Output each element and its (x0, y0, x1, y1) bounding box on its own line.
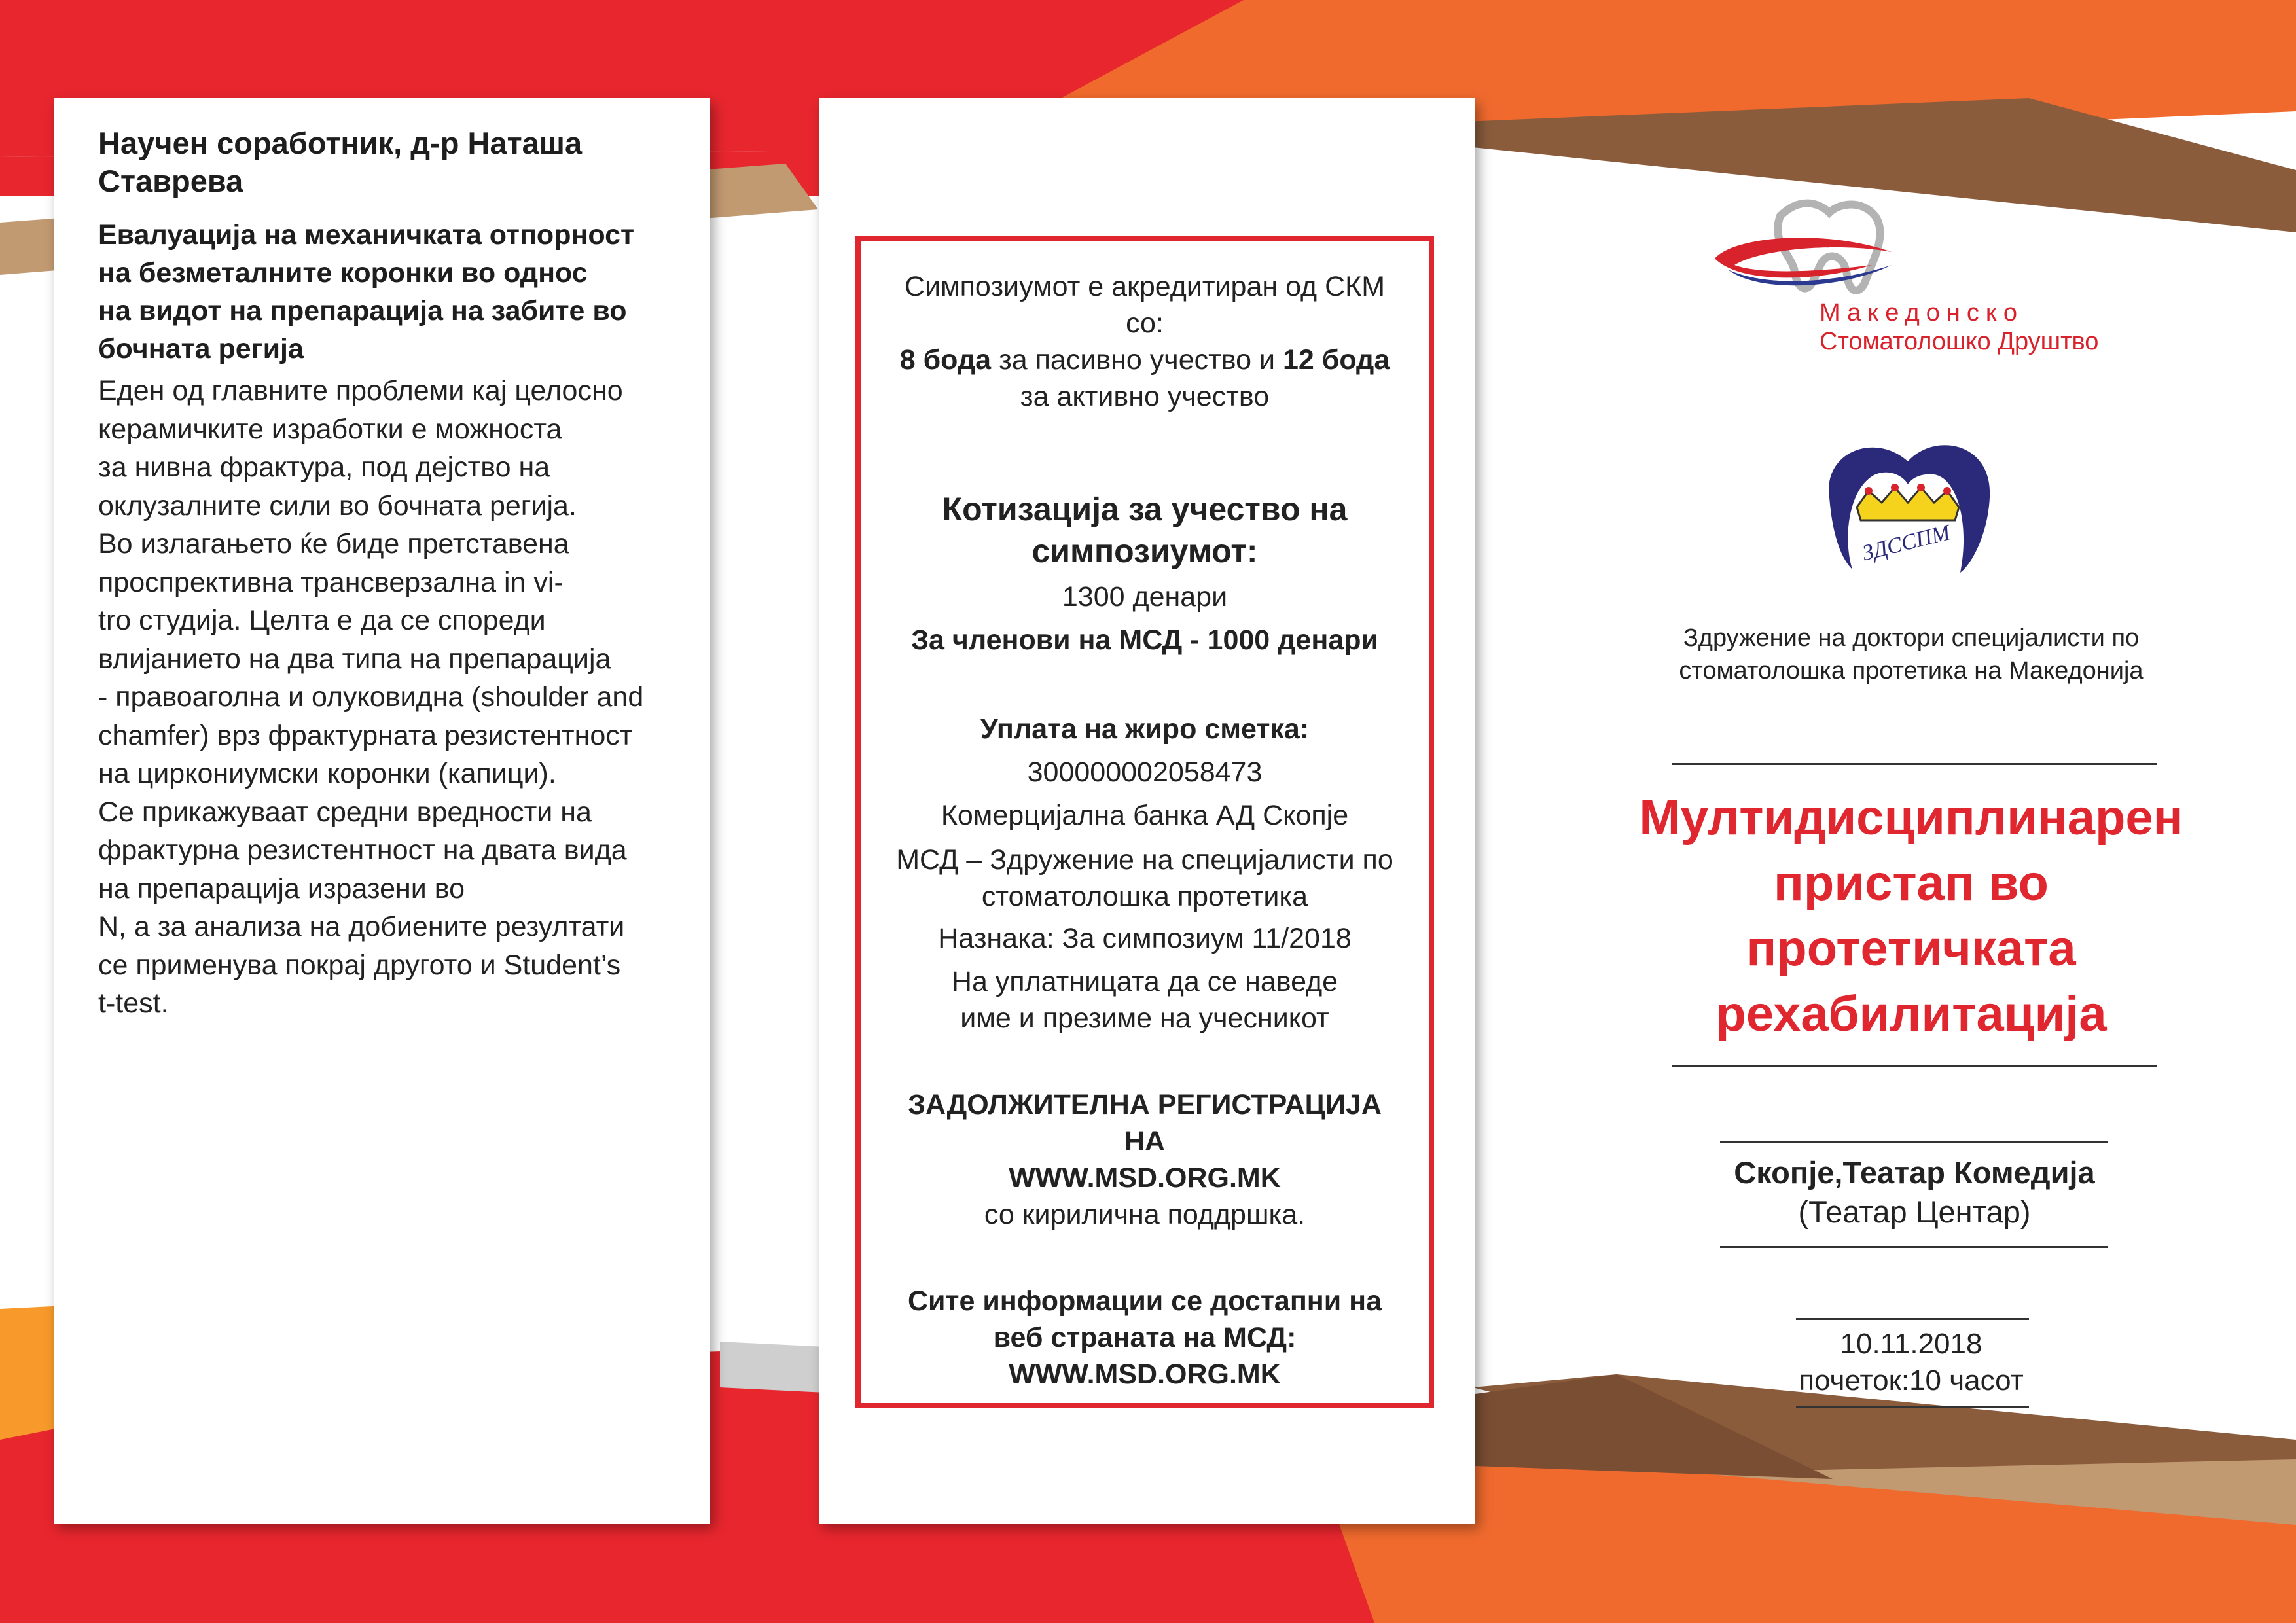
venue-line: Скопје,Театар Комедија (1734, 1155, 2095, 1190)
registration-notice (861, 1086, 1429, 1233)
divider (1672, 1065, 2157, 1067)
zdsspm-logo-text: ЗДССПМ (1859, 520, 1953, 566)
registration-note: со кирилична поддршка. (984, 1199, 1306, 1230)
venue (1669, 1153, 2160, 1232)
points-passive: 8 бода (899, 344, 992, 376)
payment-note (861, 963, 1429, 1037)
abstract-line: t-test. (98, 988, 169, 1019)
date-time (1780, 1326, 2042, 1399)
fee-heading-line: Котизација за учество на (942, 491, 1348, 527)
abstract-line: керамичките изработки е можноста (98, 413, 562, 445)
abstract-line: влијанието на два типа на препарација (98, 643, 611, 675)
payment-heading: Уплата на жиро сметка: (980, 713, 1310, 745)
abstract-line: на препарација изразени во (98, 872, 465, 904)
abstract-line: за нивна фрактура, под дејство на (98, 452, 550, 483)
info-line: Сите информации се достапни на (907, 1285, 1382, 1317)
middle-panel (819, 98, 1475, 1524)
msd-logo-line: Стоматолошко Друштво (1820, 328, 2099, 355)
account-number: 300000002058473 (1027, 757, 1263, 788)
abstract-line: фрактурна резистентност на двата вида (98, 834, 627, 866)
abstract-line: проспрективна трансверзална in vi- (98, 566, 564, 598)
points-active: 12 бода (1283, 344, 1390, 376)
talk-title-line: на безметалните коронки во однос (98, 257, 588, 289)
payment-purpose: Назнака: За симпозиум 11/2018 (938, 923, 1352, 954)
title-line: рехабилитација (1715, 986, 2107, 1042)
symposium-title (1590, 785, 2232, 1047)
points-active-text: за активно учество (1020, 381, 1270, 412)
talk-title-line: на видот на препарација на забите во (98, 295, 627, 327)
left-panel (54, 98, 710, 1524)
accreditation-line: Симпозиумот е акредитиран од СКМ (904, 271, 1386, 302)
title-line: Мултидисциплинарен (1639, 790, 2183, 846)
association-line: стоматолошка протетика на Македонија (1679, 657, 2144, 685)
divider (1796, 1406, 2029, 1408)
abstract-line: N, а за анализа на добиените резултати (98, 911, 625, 942)
abstract-text (98, 372, 687, 1023)
abstract-line: chamfer) врз фрактурната резистентност (98, 719, 633, 751)
fee-heading-line: симпозиумот: (1031, 533, 1258, 569)
talk-title-line: бочната регија (98, 333, 304, 365)
info-box (855, 236, 1434, 1408)
divider (1672, 763, 2157, 765)
zdsspm-logo-icon (1816, 425, 2006, 589)
bank-name: Комерцијална банка АД Скопје (941, 800, 1349, 831)
title-line: протетичката (1746, 921, 2076, 976)
abstract-line: на циркониумски коронки (капици). (98, 758, 556, 789)
talk-title (98, 216, 687, 368)
abstract-line: Во излагањето ќе биде претставена (98, 528, 569, 560)
registration-line: ЗАДОЛЖИТЕЛНА РЕГИСТРАЦИЈА (908, 1089, 1382, 1120)
msd-logo-line: Македонско (1820, 299, 2024, 327)
abstract-line: оклузалните сили во бочната регија. (98, 490, 577, 522)
abstract-line: Се прикажуваат средни вредности на (98, 796, 592, 828)
recipient-line: МСД – Здружение на специјалисти по (896, 844, 1393, 876)
payment-note-line: На уплатницата да се наведе (951, 966, 1338, 997)
recipient (861, 842, 1429, 915)
divider (1720, 1246, 2108, 1248)
title-line: пристап во (1774, 855, 2049, 911)
fee-regular: 1300 денари (1062, 581, 1228, 613)
accreditation-text (861, 268, 1429, 415)
info-line: веб страната на МСД: (993, 1322, 1297, 1353)
association-line: Здружение на доктори специјалисти по (1683, 624, 2140, 652)
speaker-name-line: Ставрева (98, 164, 243, 198)
venue-line: (Театар Центар) (1798, 1194, 2031, 1229)
speaker-name (98, 124, 687, 200)
registration-line: НА (1124, 1126, 1166, 1157)
divider (1720, 1141, 2108, 1143)
abstract-line: Еден од главните проблеми кај целосно (98, 375, 623, 406)
info-link[interactable]: WWW.MSD.ORG.MK (1009, 1359, 1281, 1390)
points-line (861, 342, 1429, 378)
recipient-line: стоматолошка протетика (981, 881, 1308, 912)
event-start-time: почеток:10 часот (1799, 1364, 2024, 1397)
msd-logo-text (1820, 298, 2127, 356)
accreditation-line: со: (1126, 308, 1164, 339)
info-notice (861, 1283, 1429, 1393)
association-name (1630, 622, 2193, 687)
payment-note-line: име и презиме на учесникот (960, 1003, 1329, 1034)
fee-members: За членови на МСД - 1000 денари (911, 624, 1378, 656)
fee-heading (861, 488, 1429, 572)
abstract-line: - правоаголна и олуковидна (shoulder and (98, 681, 644, 713)
abstract-line: tro студија. Целта е да се спореди (98, 605, 546, 636)
talk-title-line: Евалуација на механичката отпорност (98, 219, 635, 251)
points-passive-text: за пасивно учество и (991, 344, 1283, 376)
registration-link[interactable]: WWW.MSD.ORG.MK (1009, 1162, 1281, 1194)
speaker-name-line: Научен соработник, д-р Наташа (98, 126, 583, 160)
abstract-line: се применува покрај другото и Student’s (98, 949, 621, 981)
divider (1796, 1318, 2029, 1320)
event-date: 10.11.2018 (1840, 1328, 1982, 1360)
